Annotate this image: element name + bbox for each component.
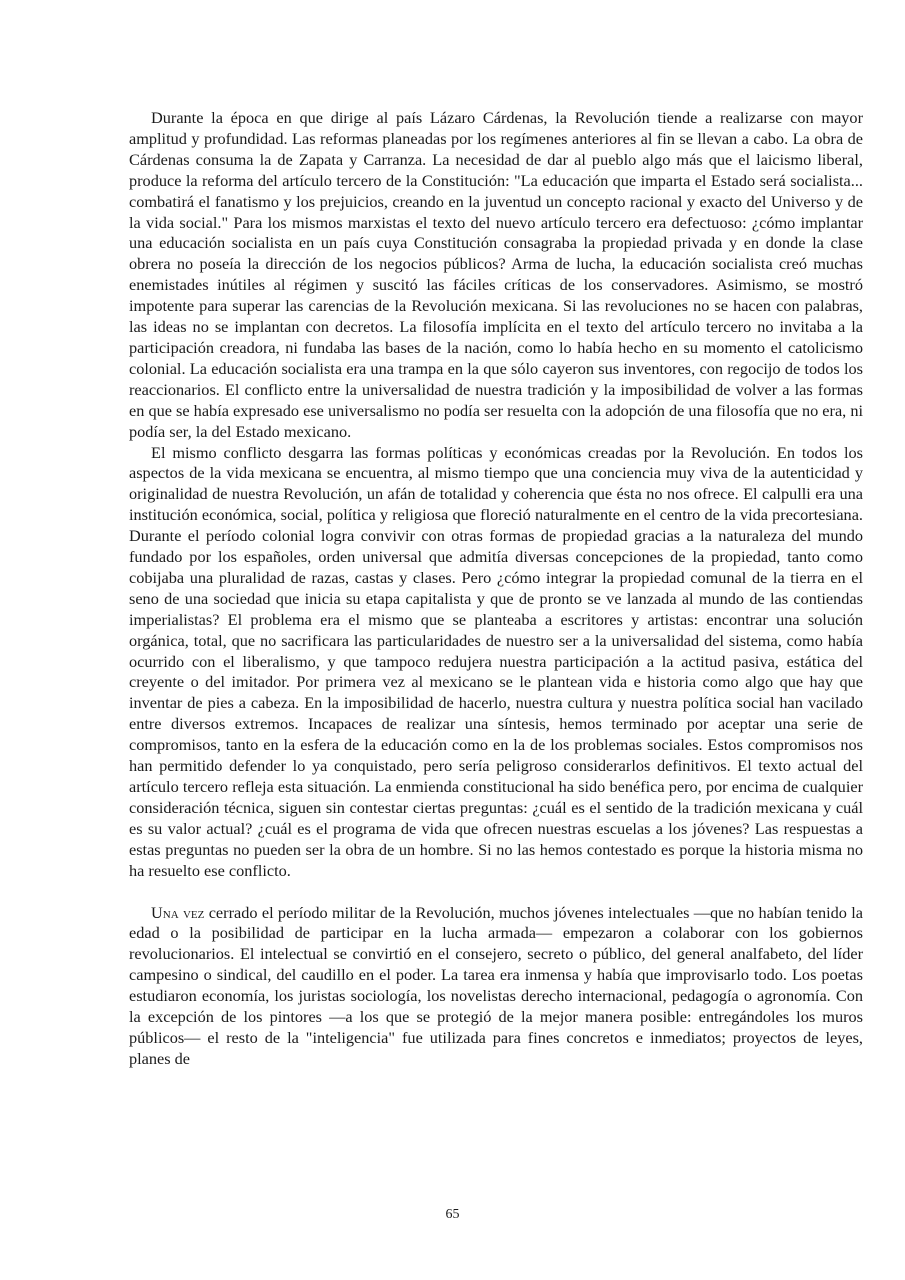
section-lead-smallcaps: Una vez bbox=[151, 902, 205, 922]
paragraph-2: El mismo conflicto desgarra las formas políticas y económicas creadas por la Revolución. En todos los aspectos de la vida mexicana se encuentra, al mismo tiempo que una conciencia muy viva de la autenticidad y originalidad de nuestra Revolución, un afán de totalidad y coherencia que ésta no nos ofrece. El calpulli era una institución económica, social, política y religiosa que floreció naturalmente en el centro de la vida precortesiana. Durante el período colonial logra convivir con otras formas de propiedad gracias a la naturaleza del mundo fundado por los españoles, orden universal que admitía diversas concepciones de la propiedad, tanto como cobijaba una pluralidad de razas, castas y clases. Pero ¿cómo integrar la propiedad comunal de la tierra en el seno de una sociedad que inicia su etapa capitalista y que de pronto se ve lanzada al mundo de las contiendas imperialistas? El problema era el mismo que se planteaba a escritores y artistas: encontrar una solución orgánica, total, que no sacrificara las particularidades de nuestro ser a la universalidad del sistema, como había ocurrido con el liberalismo, y que tampoco redujera nuestra participación a la actitud pasiva, estática del creyente o del imitador. Por primera vez al mexicano se le plantean vida e historia como algo que hay que inventar de pies a cabeza. En la imposibilidad de hacerlo, nuestra cultura y nuestra política social han vacilado entre diversos extremos. Incapaces de realizar una síntesis, hemos terminado por aceptar una serie de compromisos, tanto en la esfera de la educación como en la de los problemas sociales. Estos compromisos nos han permitido defender lo ya conquistado, pero sería peligroso considerarlos definitivos. El texto actual del artículo tercero refleja esta situación. La enmienda constitucional ha sido benéfica pero, por encima de cualquier consideración técnica, siguen sin contestar ciertas preguntas: ¿cuál es el sentido de la tradición mexicana y cuál es su valor actual? ¿cuál es el programa de vida que ofrecen nuestras escuelas a los jóvenes? Las respuestas a estas preguntas no pueden ser la obra de un hombre. Si no las hemos contestado es porque la historia misma no ha resuelto ese conflicto. bbox=[129, 442, 863, 880]
paragraph-1: Durante la época en que dirige al país Lázaro Cárdenas, la Revolución tiende a realizarse con mayor amplitud y profundidad. Las reformas planeadas por los regímenes anteriores al fin se llevan a cabo. La obra de Cárdenas consuma la de Zapata y Carranza. La necesidad de dar al pueblo algo más que el laicismo liberal, produce la reforma del artículo tercero de la Constitución: "La educación que imparta el Estado será socialista... combatirá el fanatismo y los prejuicios, creando en la juventud un concepto racional y exacto del Universo y de la vida social." Para los mismos marxistas el texto del nuevo artículo tercero era defectuoso: ¿cómo implantar una educación socialista en un país cuya Constitución consagraba la propiedad privada y en donde la clase obrera no poseía la dirección de los negocios públicos? Arma de lucha, la educación socialista creó muchas enemistades inútiles al régimen y suscitó las fáciles críticas de los conservadores. Asimismo, se mostró impotente para superar las carencias de la Revolución mexicana. Si las revoluciones no se hacen con palabras, las ideas no se implantan con decretos. La filosofía implícita en el texto del artículo tercero no invitaba a la participación creadora, ni fundaba las bases de la nación, como lo había hecho en su momento el catolicismo colonial. La educación socialista era una trampa en la que sólo cayeron sus inventores, con regocijo de todos los reaccionarios. El conflicto entre la universalidad de nuestra tradición y la imposibilidad de volver a las formas en que se había expresado ese universalismo no podía ser resuelta con la adopción de una filosofía que no era, ni podía ser, la del Estado mexicano. bbox=[129, 108, 863, 441]
paragraph-3 bbox=[129, 903, 863, 1070]
page-number: 65 bbox=[445, 1207, 460, 1222]
section-break bbox=[129, 882, 863, 903]
page-body bbox=[129, 108, 863, 1070]
paragraph-3-text: cerrado el período militar de la Revolución, muchos jóvenes intelectuales —que no habían tenido la edad o la posibilidad de participar en la lucha armada— empezaron a colaborar con los gobiernos revolucionarios. El intelectual se convirtió en el consejero, secreto o público, del general analfabeto, del líder campesino o sindical, del caudillo en el poder. La tarea era inmensa y había que improvisarlo todo. Los poetas estudiaron economía, los juristas sociología, los novelistas derecho internacional, pedagogía o agronomía. Con la excepción de los pintores —a los que se protegió de la mejor manera posible: entregándoles los muros públicos— el resto de la "inteligencia" fue utilizada para fines concretos e inmediatos; proyectos de leyes, planes de bbox=[129, 902, 863, 1068]
